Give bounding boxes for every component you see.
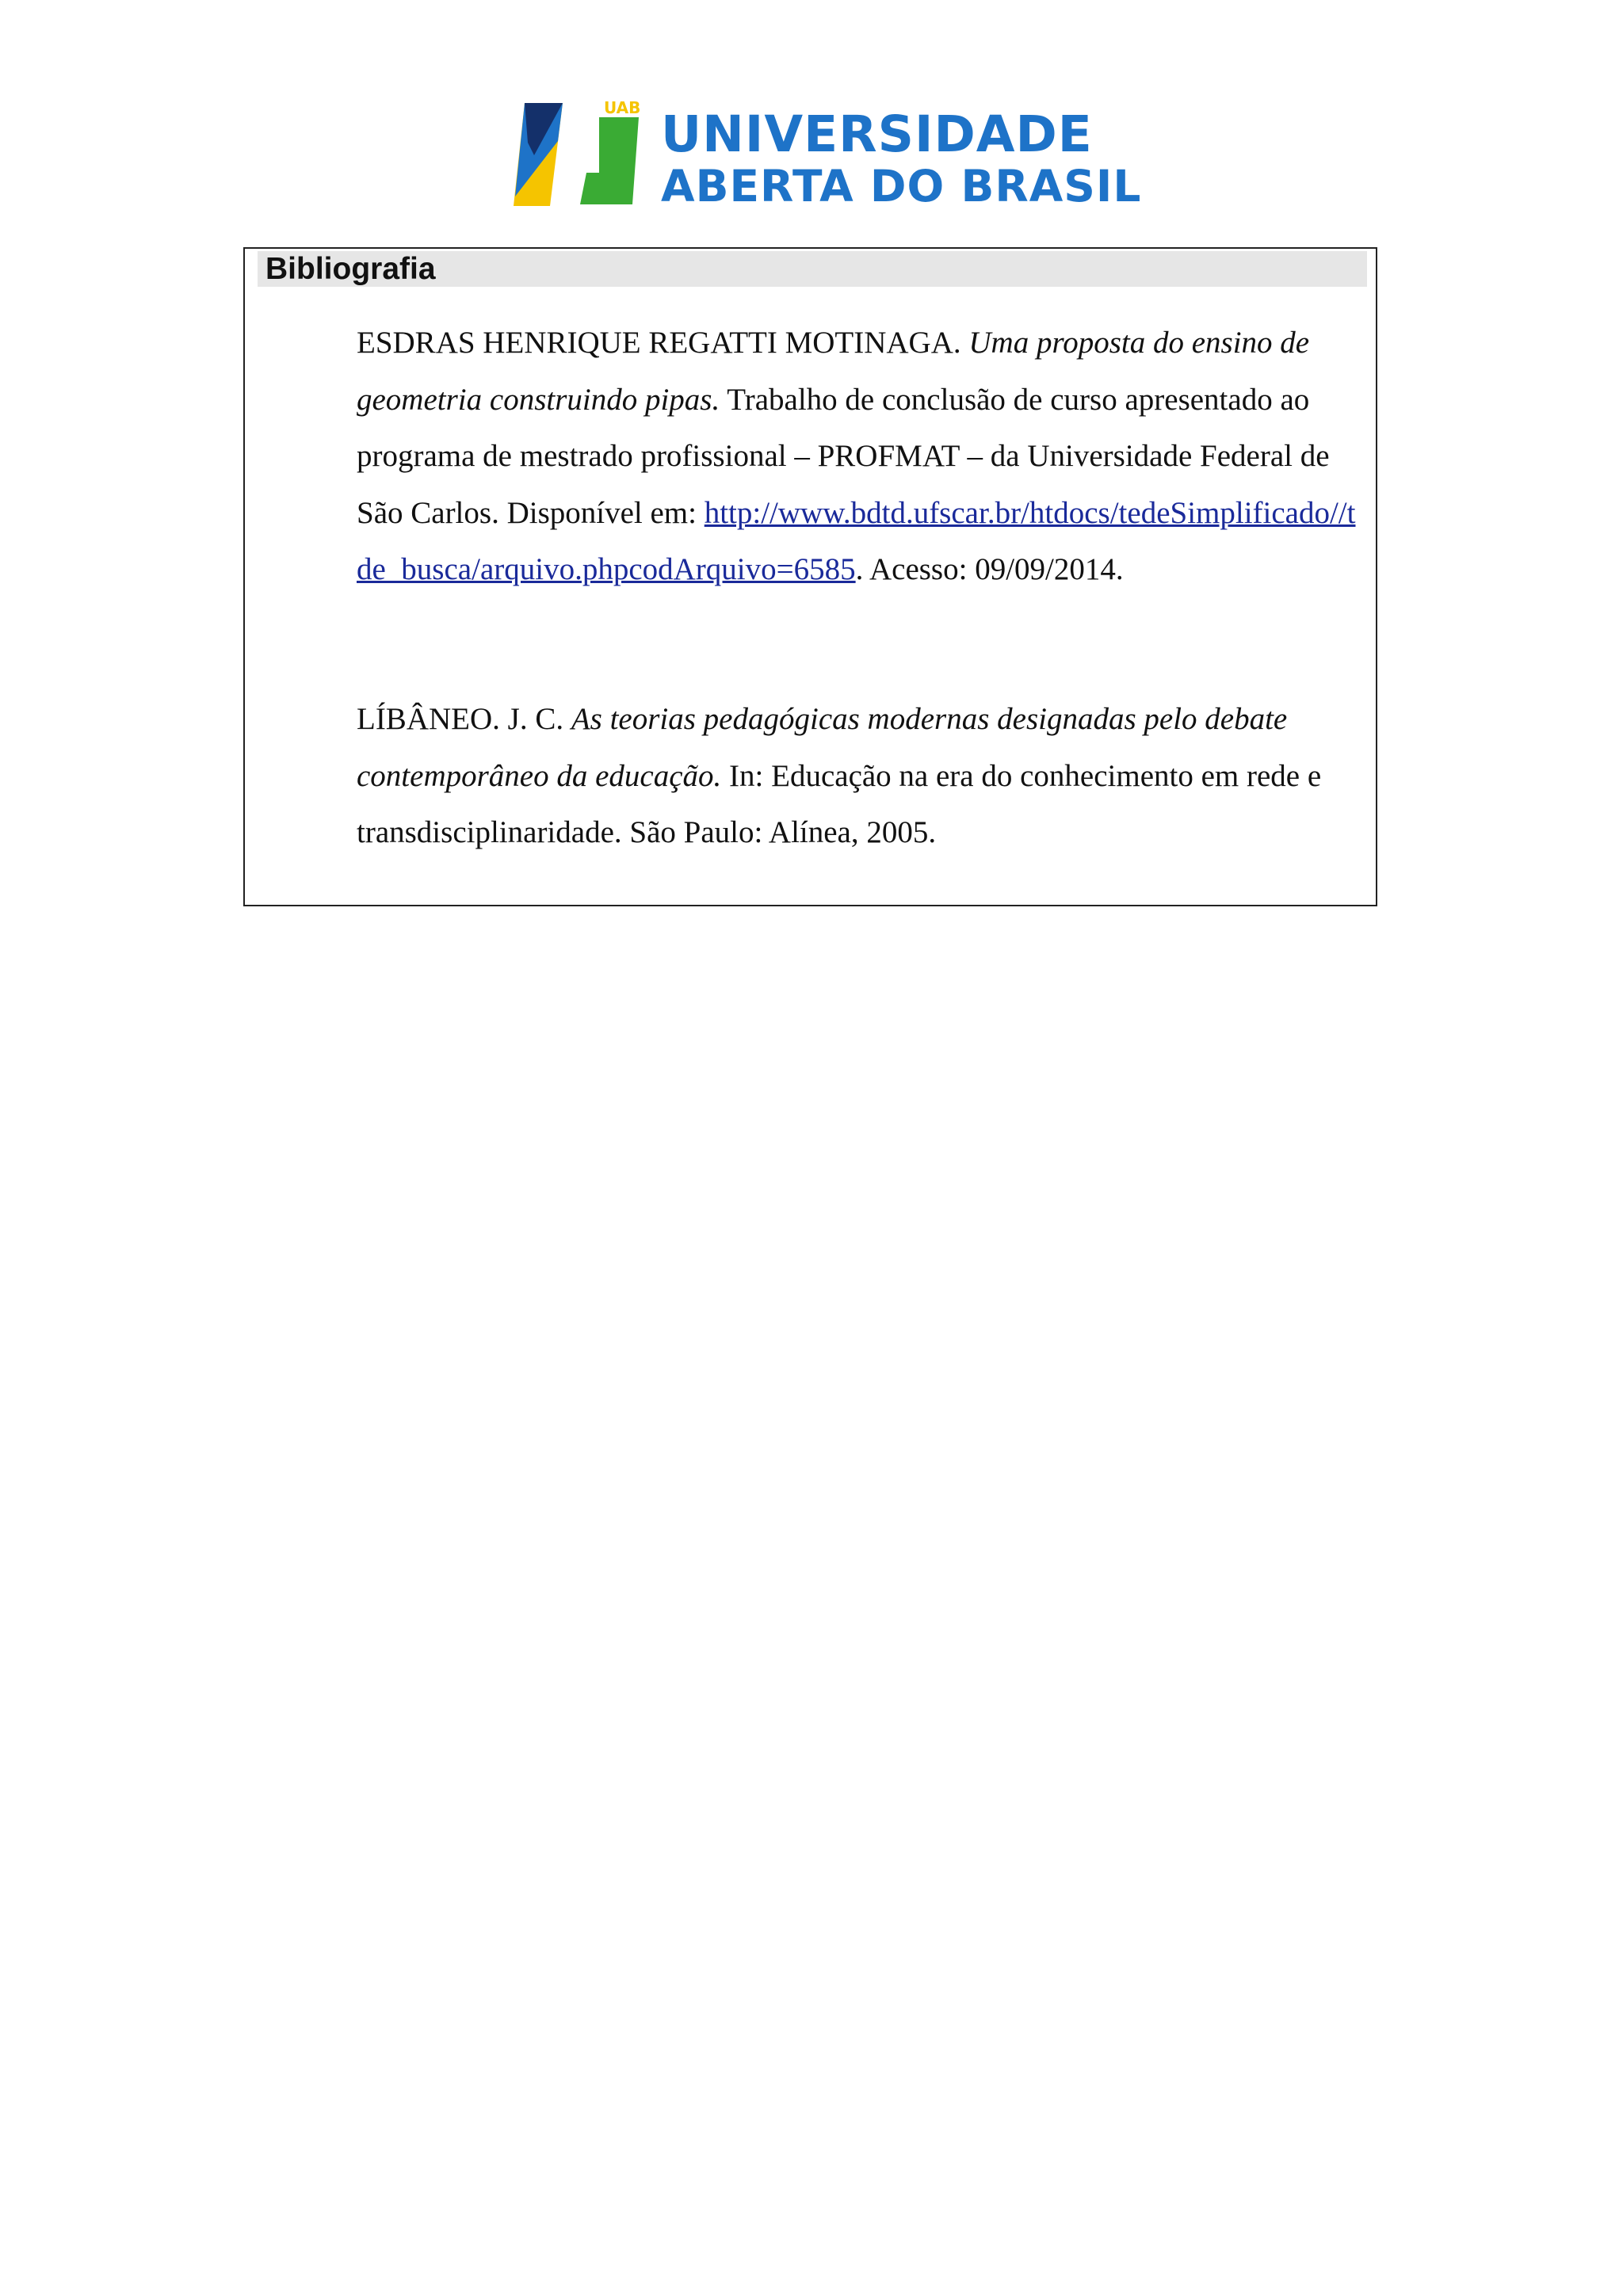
reference-entry — [357, 315, 1363, 598]
reference-url-link[interactable]: http://www.bdtd.ufscar.br/htdocs/tedeSimplificado//tde_busca/arquivo.phpcodArquivo=6585 — [357, 495, 1356, 586]
section-header — [258, 251, 1367, 287]
logo-line-universidade: UNIVERSIDADE — [661, 105, 1093, 163]
reference-access-date: . Acesso: 09/09/2014. — [855, 552, 1124, 586]
reference-title: As teorias pedagógicas modernas designadas pelo debate contemporâneo da educação. — [357, 702, 1288, 793]
reference-entry — [357, 691, 1363, 861]
uab-tag: UAB — [604, 98, 641, 117]
reference-description: In: Educação na era do conhecimento em rede e transdisciplinaridade. São Paulo: Alínea, 2005. — [357, 758, 1322, 849]
reference-author: ESDRAS HENRIQUE REGATTI MOTINAGA. — [357, 326, 961, 360]
section-title: Bibliografia — [265, 252, 436, 286]
uab-logo — [514, 95, 1142, 214]
reference-title: Uma proposta do ensino de geometria construindo pipas. — [357, 326, 1310, 417]
logo-line-aberta-do-brasil: ABERTA DO BRASIL — [661, 161, 1142, 212]
reference-description: Trabalho de conclusão de curso apresentado ao programa de mestrado profissional – PROFMAT – da Universidade Federal de São Carlos. Disponível em: — [357, 382, 1330, 530]
reference-author: LÍBÂNEO. J. C. — [357, 702, 564, 736]
bibliography-box — [243, 247, 1377, 906]
